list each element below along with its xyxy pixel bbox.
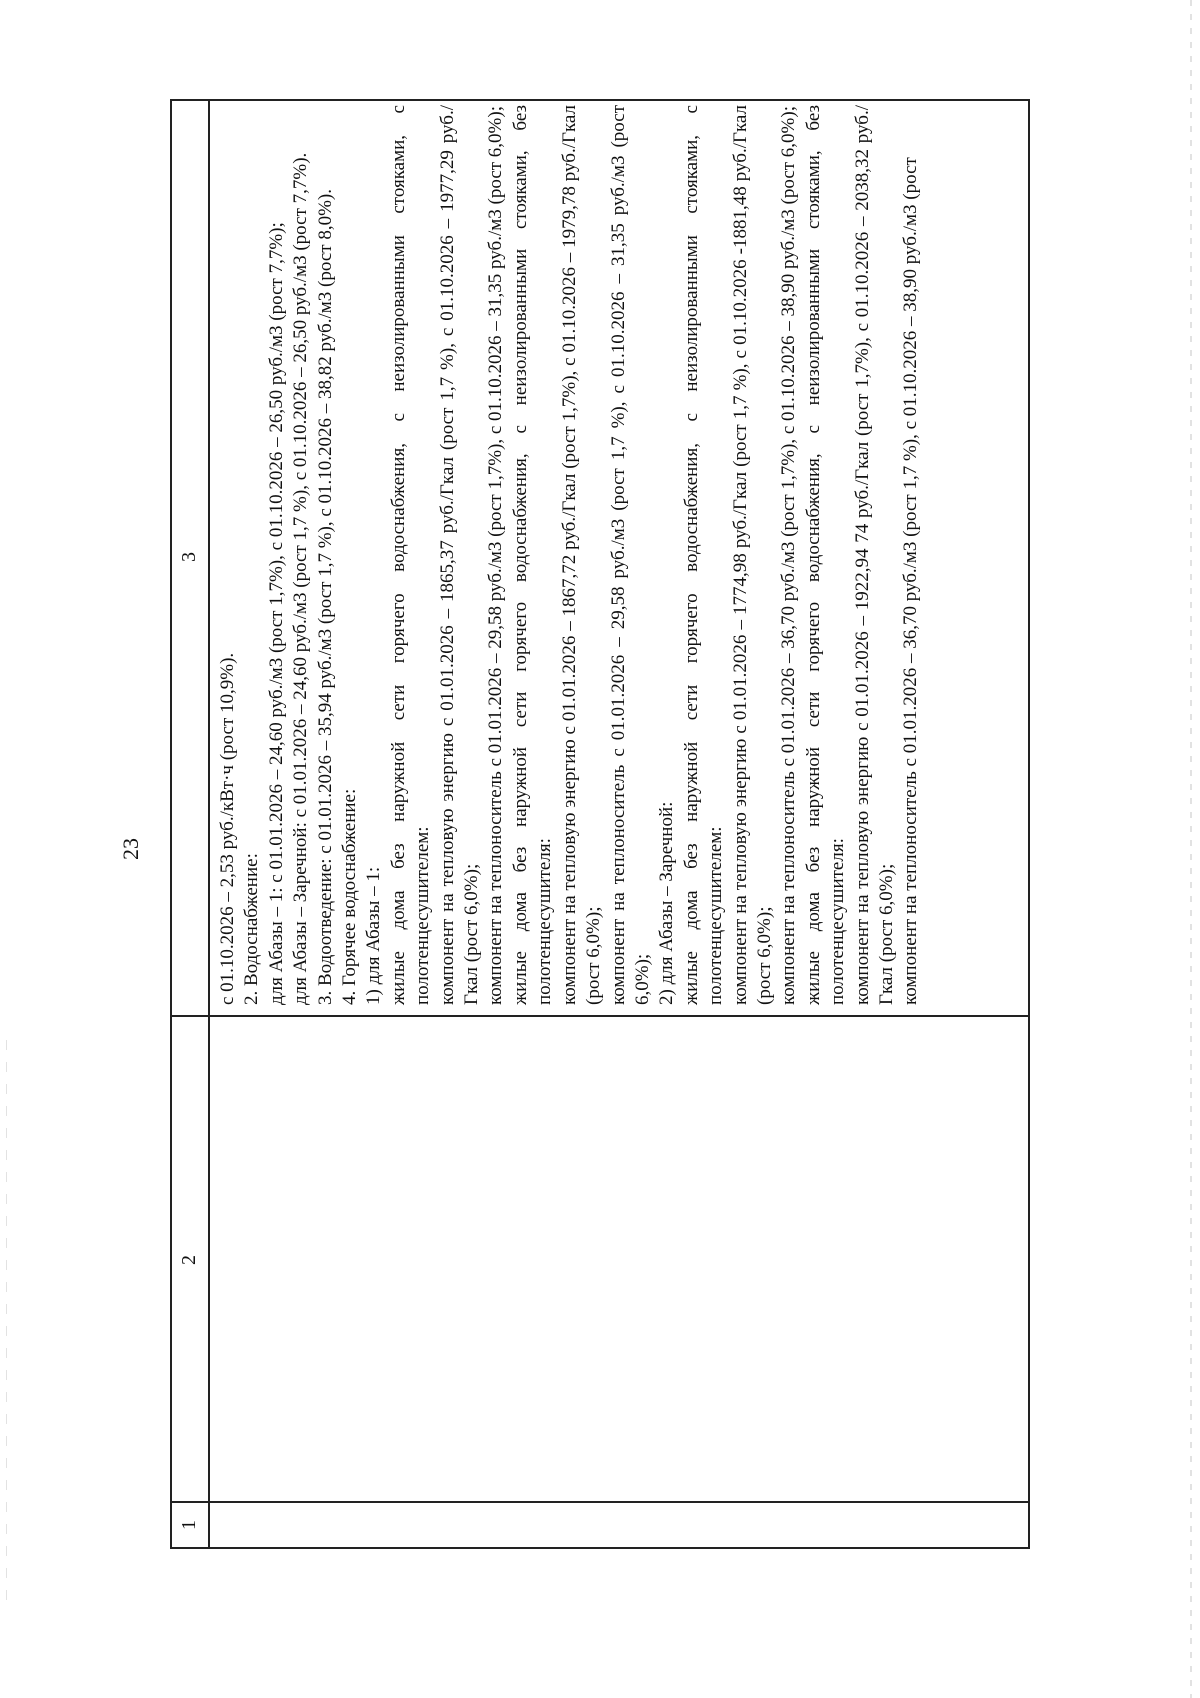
header-cell-1: 1 xyxy=(178,1520,200,1530)
rotated-page xyxy=(100,69,1100,1629)
text-line: жилые дома без наружной сети горячего водоснабжения, с неизолированными стояками, с полотенцесушителем: xyxy=(680,105,727,1005)
text-line: компонент на тепловую энергию с 01.01.2026 – 1865,37 руб./Гкал (рост 1,7 %), с 01.10.2026 – 1977,29 руб./Гкал (рост 6,0%); xyxy=(436,105,483,1005)
scan-artifact-left xyxy=(6,1040,7,1600)
text-line: для Абазы – Заречной: с 01.01.2026 – 24,60 руб./м3 (рост 1,7 %), с 01.10.2026 – 26,50 руб./м3 (рост 7,7%). xyxy=(290,152,312,1005)
scan-artifact-right xyxy=(1190,0,1192,1698)
cell-3-content xyxy=(216,105,924,1005)
text-line: жилые дома без наружной сети горячего водоснабжения, с неизолированными стояками, без полотенцесушителя: xyxy=(802,105,849,1005)
text-line: компонент на теплоноситель с 01.01.2026 – 29,58 руб./м3 (рост 1,7 %), с 01.10.2026 – 31,35 руб./м3 (рост 6,0%); xyxy=(607,105,653,1005)
text-line: для Абазы – 1: с 01.01.2026 – 24,60 руб./м3 (рост 1,7%), с 01.10.2026 – 26,50 руб./м3 (рост 7,7%); xyxy=(265,222,287,1005)
text-line: 4. Горячее водоснабжение: xyxy=(339,788,361,1005)
text-line: жилые дома без наружной сети горячего водоснабжения, с неизолированными стояками, без полотенцесушителя: xyxy=(509,105,556,1005)
text-line: компонент на тепловую энергию с 01.01.2026 – 1922,94 74 руб./Гкал (рост 1,7%), с 01.10.2026 – 2038,32 руб./Гкал (рост 6,0%); xyxy=(851,105,897,1005)
column-divider-2 xyxy=(172,1015,1028,1017)
text-line: жилые дома без наружной сети горячего водоснабжения, с неизолированными стояками, с полотенцесушителем: xyxy=(387,105,434,1005)
header-cell-3: 3 xyxy=(178,552,200,562)
text-line: компонент на теплоноситель с 01.01.2026 – 29,58 руб./м3 (рост 1,7%), с 01.10.2026 – 31,35 руб./м3 (рост 6,0%); xyxy=(485,106,507,1005)
text-line: с 01.10.2026 – 2,53 руб./кВт·ч (рост 10,9%). xyxy=(217,652,238,1005)
text-line: компонент на тепловую энергию с 01.01.2026 – 1774,98 руб./Гкал (рост 1,7 %), с 01.10.2026 -1881,48 руб./Гкал (рост 6,0%); xyxy=(729,105,775,1005)
header-cell-2: 2 xyxy=(178,1255,200,1265)
table-header-row xyxy=(172,101,210,1547)
text-line: компонент на тепловую энергию с 01.01.2026 – 1867,72 руб./Гкал (рост 1,7%), с 01.10.2026 – 1979,78 руб./Гкал (рост 6,0%); xyxy=(558,105,605,1005)
text-line: 3. Водоотведение: с 01.01.2026 – 35,94 руб./м3 (рост 1,7 %), с 01.10.2026 – 38,82 руб./м3 (рост 8,0%). xyxy=(314,189,336,1005)
text-line: 2) для Абазы – Заречной: xyxy=(656,801,678,1005)
text-line: 1) для Абазы – 1: xyxy=(363,866,385,1005)
text-line: компонент на теплоноситель с 01.01.2026 – 36,70 руб./м3 (рост 1,7%), с 01.10.2026 – 38,90 руб./м3 (рост 6,0%); xyxy=(778,106,800,1005)
text-line: 2. Водоснабжение: xyxy=(241,853,263,1005)
text-line: компонент на теплоноситель с 01.01.2026 – 36,70 руб./м3 (рост 1,7 %), с 01.10.2026 – 38,90 руб./м3 (рост xyxy=(900,157,922,1005)
page-number: 23 xyxy=(118,838,143,860)
column-divider-1 xyxy=(172,1501,1028,1503)
tariff-table xyxy=(170,99,1030,1549)
